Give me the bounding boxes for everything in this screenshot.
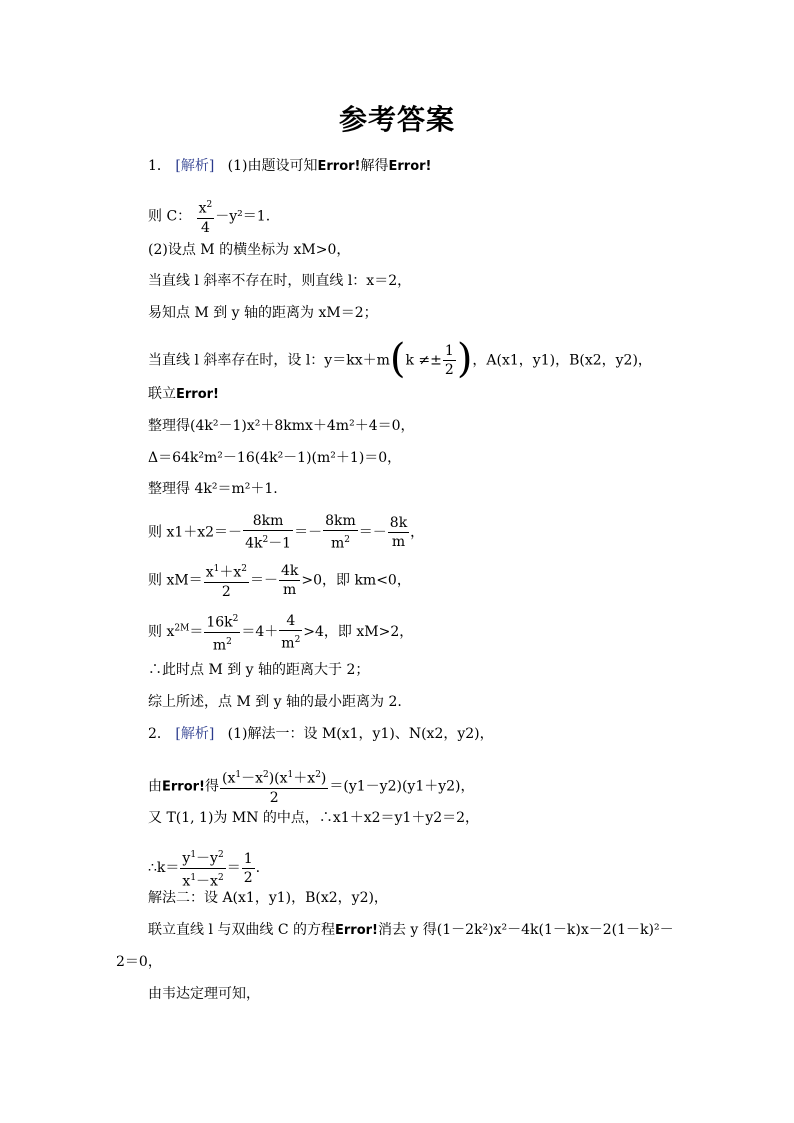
fraction: $\frac{x^1+x^2}{2}$ xyxy=(204,560,249,601)
q1-line-15: 综上所述，点 M 到 y 轴的最小距离为 2. xyxy=(148,694,402,710)
text: 联立直线 l 与双曲线 C 的方程 xyxy=(148,922,335,938)
q1-line-13: 则 $x^{2M}=$ $\frac{16k^2}{m^2}$ ＝4＋ $\frac{4}{m^2}$ >4，即 xM>2， xyxy=(148,610,413,654)
error-placeholder: Error! xyxy=(388,159,432,174)
fraction: $\frac{1}{2}$ xyxy=(444,343,454,378)
fraction: $\frac{x^2}{4}$ xyxy=(197,196,215,237)
text: >4，即 xM>2， xyxy=(303,624,414,641)
q1-line-11: 则 x1＋x2＝－ $\frac{8km}{4k^2-1}$ ＝－ $\frac{8km}{m^2}$ ＝－ $\frac{8k}{m}$ ， xyxy=(148,513,425,552)
q1-line-1 xyxy=(148,156,431,177)
fraction: $\frac{(x^1-x^2)(x^1+x^2)}{2}$ xyxy=(220,766,328,807)
text: ∴k＝ xyxy=(148,860,180,877)
analysis-tag: [解析] xyxy=(175,726,215,742)
question-number: 1． xyxy=(148,158,171,174)
q1-line-6: 当直线 l 斜率存在时，设 l：y＝kx＋m(k ≠± $\frac{1}{2}$ )，A(x1，y1)，B(x2，y2)， xyxy=(148,335,652,382)
question-number: 2． xyxy=(148,726,171,742)
error-placeholder: Error! xyxy=(162,779,205,795)
q1-line-9: Δ＝64k²m²－16(4k²－1)(m²＋1)＝0， xyxy=(148,450,402,466)
text: ，A(x1，y1)，B(x2，y2)， xyxy=(472,352,652,369)
text: 解得 xyxy=(360,158,389,174)
page-title: 参考答案 xyxy=(338,103,455,136)
fraction: $\frac{8km}{4k^2-1}$ xyxy=(245,513,292,552)
error-placeholder: Error! xyxy=(317,159,361,174)
q2-line-4: ∴k＝ $\frac{y^1-y^2}{x^1-x^2}$ ＝ $\frac{1}{2}$ . xyxy=(148,846,260,890)
text: >0，即 km<0， xyxy=(301,572,411,589)
text: 则 x1＋x2＝－ xyxy=(148,524,243,541)
q1-line-3: (2)设点 M 的横坐标为 xM>0， xyxy=(148,242,351,258)
fraction: $\frac{16k^2}{m^2}$ xyxy=(204,610,240,654)
text: ＝(y1－y2)(y1＋y2)， xyxy=(329,778,475,795)
fraction: $\frac{8km}{m^2}$ xyxy=(325,513,356,552)
text: 得 xyxy=(204,778,219,795)
fraction: $\frac{4k}{m}$ xyxy=(280,562,299,598)
fraction: $\frac{y^1-y^2}{x^1-x^2}$ xyxy=(180,846,225,890)
text: 当直线 l 斜率存在时，设 l：y＝kx＋m xyxy=(148,352,390,369)
q1-line-14: ∴此时点 M 到 y 轴的距离大于 2； xyxy=(148,662,370,678)
analysis-tag: [解析] xyxy=(175,158,215,174)
error-placeholder: Error! xyxy=(335,923,378,938)
text: 联立 xyxy=(148,386,176,402)
q1-line-4: 当直线 l 斜率不存在时，则直线 l：x＝2， xyxy=(148,273,412,289)
q2-line-1 xyxy=(148,724,494,744)
q2-line-2 xyxy=(148,766,475,807)
q2-line-5: 解法二：设 A(x1，y1)，B(x2，y2)， xyxy=(148,890,388,906)
text: 消去 y 得(1－2k²)x²－4k(1－k)x－2(1－k)²－ xyxy=(377,922,674,938)
q2-line-6 xyxy=(148,920,674,941)
fraction: $\frac{4}{m^2}$ xyxy=(281,612,301,652)
q1-line-10: 整理得 4k²＝m²＋1. xyxy=(148,481,278,497)
text: (1)由题设可知 xyxy=(227,158,318,174)
q1-line-2 xyxy=(148,196,270,237)
text: (1)解法一：设 M(x1，y1)、N(x2，y2)， xyxy=(227,726,494,742)
q2-line-8: 由韦达定理可知， xyxy=(148,986,260,1002)
text: 则 C： xyxy=(148,208,192,225)
q1-line-5: 易知点 M 到 y 轴的距离为 xM＝2； xyxy=(148,305,378,321)
fraction: $\frac{1}{2}$ xyxy=(243,850,253,886)
text: k ≠± xyxy=(405,352,442,369)
q1-line-12: 则 xM＝ $\frac{x^1+x^2}{2}$ ＝－ $\frac{4k}{m}$ >0，即 km<0， xyxy=(148,560,411,601)
q1-line-8: 整理得(4k²－1)x²＋8kmx＋4m²＋4＝0， xyxy=(148,418,415,434)
text: 由 xyxy=(148,778,162,795)
q2-line-7: 2＝0， xyxy=(116,954,162,970)
text: －y²＝1. xyxy=(215,208,271,225)
q2-line-3: 又 T(1, 1)为 MN 的中点，∴x1＋x2＝y1＋y2＝2， xyxy=(148,810,480,826)
text: 则 x xyxy=(148,624,175,641)
q1-line-7 xyxy=(148,384,219,405)
fraction: $\frac{8k}{m}$ xyxy=(389,514,408,550)
error-placeholder: Error! xyxy=(176,387,219,402)
text: 则 xM＝ xyxy=(148,572,203,589)
